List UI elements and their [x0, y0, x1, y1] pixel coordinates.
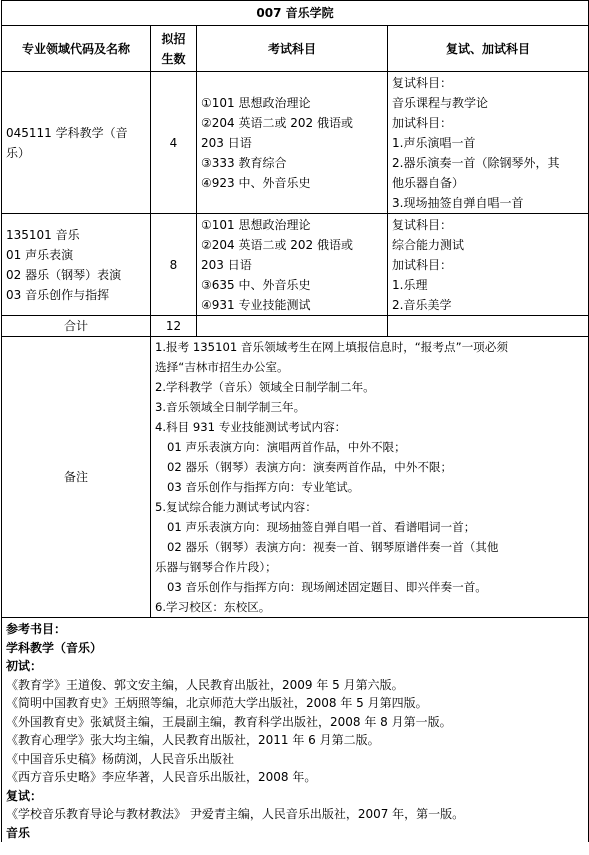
header-exam-subjects: 考试科目: [197, 26, 388, 72]
book-item: 《教育学》王道俊、郭文安主编，人民教育出版社，2009 年 5 月第六版。: [6, 677, 404, 692]
book-item: 《西方音乐史略》李应华著，人民音乐出版社，2008 年。: [6, 770, 317, 784]
header-enrollment: 拟招 生数: [151, 26, 197, 72]
references-content: [2, 618, 589, 843]
notes-row: [2, 337, 589, 618]
row2-name: 135101 音乐 01 声乐表演 02 器乐（钢琴）表演 03 音乐创作与指挥: [2, 214, 151, 316]
references-row: [2, 618, 589, 843]
book-item: 《中国音乐史稿》杨荫浏，人民音乐出版社: [6, 751, 235, 766]
notes-label: 备注: [2, 337, 151, 618]
admissions-table: [1, 0, 589, 842]
row2-retest: 复试科目： 综合能力测试 加试科目： 1.乐理 2.音乐美学: [388, 214, 589, 316]
row1-name: 045111 学科教学（音 乐）: [2, 72, 151, 214]
row1-exam: ①101 思想政治理论 ②204 英语二或 202 俄语或 203 日语 ③333 教育综合 ④923 中、外音乐史: [197, 72, 388, 214]
header-retest-subjects: 复试、加试科目: [388, 26, 589, 72]
total-count: 12: [151, 316, 197, 337]
book-item: 《学校音乐教育导论与教材教法》 尹爱青主编，人民音乐出版社，2007 年，第一版。: [6, 807, 465, 821]
table-row: [2, 72, 589, 214]
table-title: 007 音乐学院: [2, 1, 589, 26]
book-item: 《教育心理学》张大均主编，人民教育出版社，2011 年 6 月第二版。: [6, 733, 380, 747]
next-subject: 音乐: [6, 825, 31, 840]
total-row: [2, 316, 589, 337]
references-subject: 学科教学（音乐）: [6, 640, 103, 655]
retest-label: 复试：: [6, 788, 43, 803]
row1-count: 4: [151, 72, 197, 214]
book-item: 《简明中国教育史》王炳照等编，北京师范大学出版社，2008 年 5 月第四版。: [6, 696, 428, 710]
row2-count: 8: [151, 214, 197, 316]
header-field-code: 专业领域代码及名称: [2, 26, 151, 72]
initial-label: 初试：: [6, 659, 43, 673]
references-heading: 参考书目：: [6, 622, 67, 636]
book-item: 《外国教育史》张斌贤主编，王晨副主编，教育科学出版社，2008 年 8 月第一版。: [6, 714, 452, 729]
row2-exam: ①101 思想政治理论 ②204 英语二或 202 俄语或 203 日语 ③635 中、外音乐史 ④931 专业技能测试: [197, 214, 388, 316]
notes-content: 1.报考 135101 音乐领域考生在网上填报信息时，“报考点”一项必须 选择“吉林市招生办公室。 2.学科教学（音乐）领域全日制学制二年。 3.音乐领域全日制学制三年。 4.科目 931 专业技能测试考试内容： 01 声乐表演方向：演唱两首作品，中外不限； 02 器乐（钢琴）表演方向：演奏两首作品，中外不限； 03 音乐创作与指挥方向：专业笔试。 5.复试综合能力测试考试内容： 01 声乐表演方向：现场抽签自弹自唱一首、看谱唱词一首； 02 器乐（钢琴）表演方向：视奏一首、钢琴原谱伴奏一首（其他 乐器与钢琴合作片段）； 03 音乐创作与指挥方向：现场阐述固定题目、即兴伴奏一首。 6.学习校区：东校区。: [151, 337, 589, 618]
table-row: [2, 214, 589, 316]
row1-retest: 复试科目： 音乐课程与教学论 加试科目： 1.声乐演唱一首 2.器乐演奏一首（除钢琴外，其 他乐器自备） 3.现场抽签自弹自唱一首: [388, 72, 589, 214]
total-label: 合计: [2, 316, 151, 337]
